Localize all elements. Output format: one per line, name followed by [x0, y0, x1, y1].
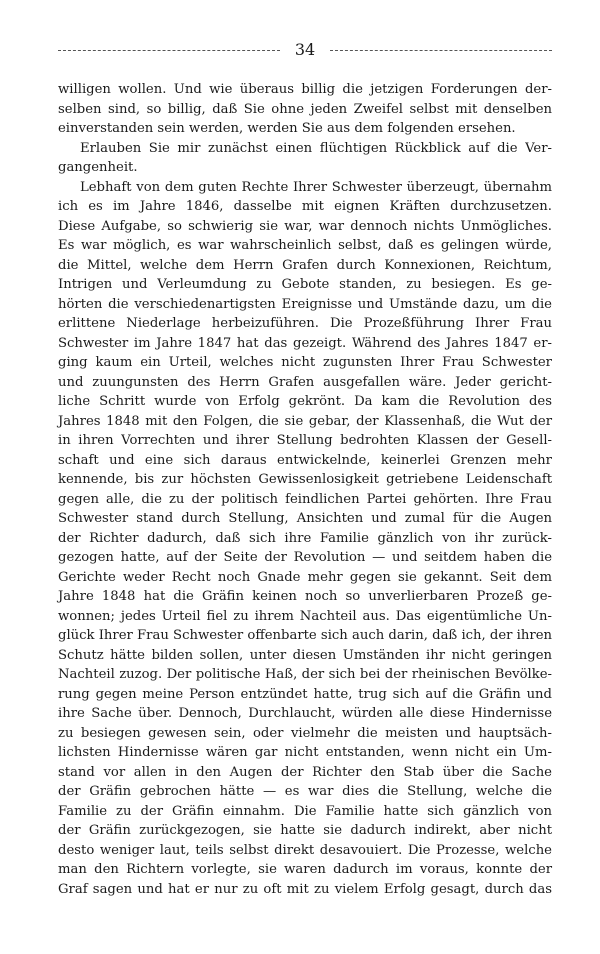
text-line: erlittene Niederlage herbeizuführen. Die Prozeßführung Ihrer Frau — [58, 316, 552, 331]
text-line: stand vor allen in den Augen der Richter den Stab über die Sache — [58, 764, 552, 780]
text-line: Erlauben Sie mir zunächst einen flüchtigen Rückblick auf die Ver- — [80, 140, 552, 156]
text-line: zu besiegen gewesen sein, oder vielmehr die meisten und hauptsäch- — [58, 725, 552, 741]
header-rule-right — [330, 50, 552, 51]
text-line: Jahre 1848 hat die Gräfin keinen noch so unverlierbaren Prozeß ge- — [58, 589, 552, 604]
text-line: hörten die verschiedenartigsten Ereignisse und Umstände dazu, um die — [58, 296, 552, 312]
text-line: liche Schritt wurde von Erfolg gekrönt. Da kam die Revolution des — [58, 394, 552, 409]
text-line: Gerichte weder Recht noch Gnade mehr gegen sie gekannt. Seit dem — [58, 569, 552, 585]
text-line: in ihren Vorrechten und ihrer Stellung bedrohten Klassen der Gesell- — [58, 433, 552, 448]
text-line: Graf sagen und hat er nur zu oft mit zu vielem Erfolg gesagt, durch das — [58, 881, 552, 897]
text-line: glück Ihrer Frau Schwester offenbarte sich auch darin, daß ich, der ihren — [58, 628, 552, 643]
text-line: Diese Aufgabe, so schwierig sie war, war dennoch nichts Unmögliches. — [58, 218, 552, 234]
text-line: der Gräfin gebrochen hätte — es war dies die Stellung, welche die — [58, 784, 552, 799]
text-line: gegen alle, die zu der politisch feindlichen Partei gehörten. Ihre Frau — [58, 491, 552, 507]
paragraph — [58, 178, 552, 900]
text-line: ich es im Jahre 1846, dasselbe mit eignen Kräften durchzusetzen. — [58, 199, 552, 214]
text-line: Es war möglich, es war wahrscheinlich selbst, daß es gelingen würde, — [58, 238, 552, 253]
text-line: der Richter dadurch, daß sich ihre Familie gänzlich von ihr zurück- — [58, 530, 552, 546]
text-line: einverstanden sein werden, werden Sie aus dem folgenden ersehen. — [58, 121, 516, 136]
text-line: gangenheit. — [58, 160, 138, 175]
paragraph — [58, 80, 552, 139]
text-line: schaft und eine sich daraus entwickelnde, keinerlei Grenzen mehr — [58, 452, 552, 468]
text-line: Schwester stand durch Stellung, Ansichten und zumal für die Augen — [58, 511, 552, 526]
text-line: gezogen hatte, auf der Seite der Revolution — und seitdem haben die — [58, 550, 552, 565]
text-line: Familie zu der Gräfin einnahm. Die Familie hatte sich gänzlich von — [58, 803, 552, 819]
page-number: 34 — [294, 40, 316, 59]
text-line: Schutz hätte bilden sollen, unter diesen Umständen ihr nicht geringen — [58, 647, 552, 663]
text-line: ging kaum ein Urteil, welches nicht zugunsten Ihrer Frau Schwester — [58, 355, 552, 370]
text-line: Nachteil zuzog. Der politische Haß, der sich bei der rheinischen Bevölke- — [58, 667, 552, 682]
text-line: Lebhaft von dem guten Rechte Ihrer Schwester überzeugt, übernahm — [80, 179, 552, 195]
page-header — [58, 40, 552, 62]
text-line: rung gegen meine Person entzündet hatte, trug sich auf die Gräfin und — [58, 686, 552, 702]
header-rule-left — [58, 50, 280, 51]
body-text — [58, 80, 552, 899]
text-line: der Gräfin zurückgezogen, sie hatte sie dadurch indirekt, aber nicht — [58, 823, 552, 838]
text-line: und zuungunsten des Herrn Grafen ausgefallen wäre. Jeder gericht- — [58, 374, 552, 390]
paragraph — [58, 139, 552, 178]
text-line: wonnen; jedes Urteil fiel zu ihrem Nachteil aus. Das eigentümliche Un- — [58, 608, 552, 624]
text-line: desto weniger laut, teils selbst direkt desavouiert. Die Prozesse, welche — [58, 842, 552, 858]
text-line: Intrigen und Verleumdung zu Gebote standen, zu besiegen. Es ge- — [58, 277, 552, 292]
text-line: ihre Sache über. Dennoch, Durchlaucht, würden alle diese Hindernisse — [58, 706, 552, 721]
text-line: lichsten Hindernisse wären gar nicht entstanden, wenn nicht ein Um- — [58, 745, 552, 760]
text-line: Schwester im Jahre 1847 hat das gezeigt. Während des Jahres 1847 er- — [58, 335, 552, 351]
text-line: willigen wollen. Und wie überaus billig die jetzigen Forderungen der- — [58, 82, 552, 97]
text-line: Jahres 1848 mit den Folgen, die sie gebar, der Klassenhaß, die Wut der — [58, 413, 552, 429]
text-line: selben sind, so billig, daß Sie ohne jeden Zweifel selbst mit denselben — [58, 101, 552, 117]
text-line: die Mittel, welche dem Herrn Grafen durch Konnexionen, Reichtum, — [58, 257, 552, 273]
text-line: man den Richtern vorlegte, sie waren dadurch im voraus, konnte der — [58, 862, 552, 877]
text-line: kennende, bis zur höchsten Gewissenlosigkeit getriebene Leidenschaft — [58, 472, 552, 487]
